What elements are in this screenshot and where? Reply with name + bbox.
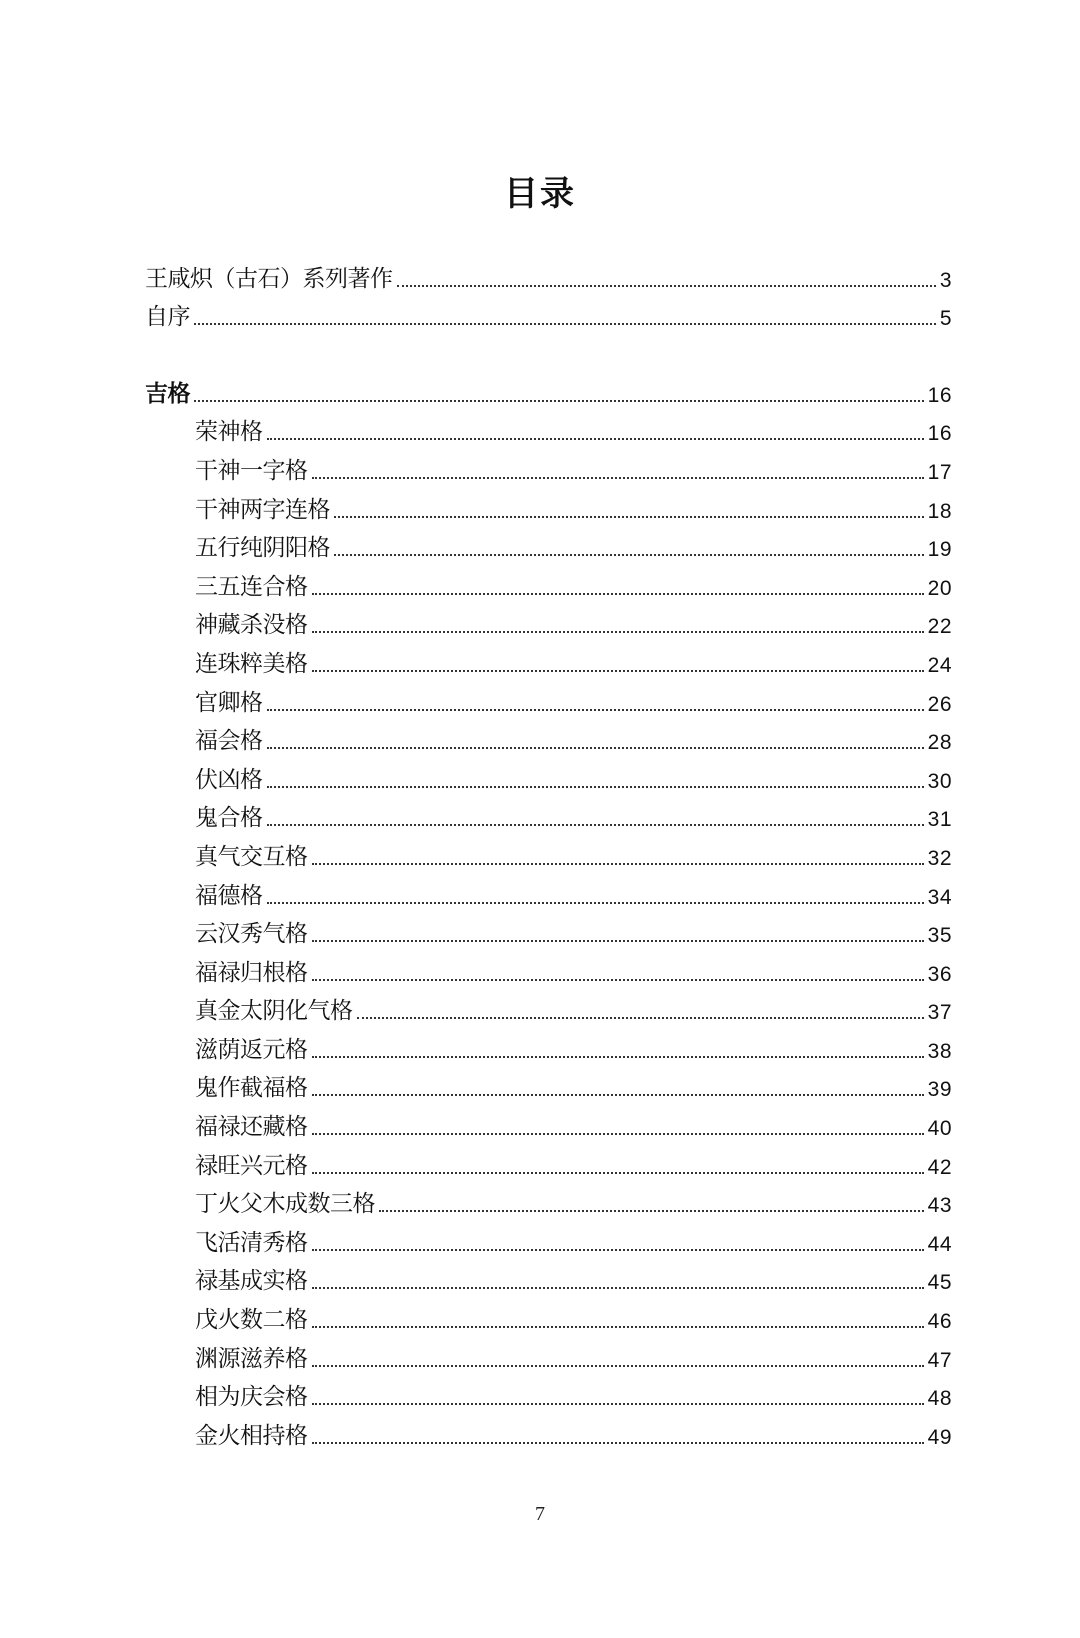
dot-leader (312, 1286, 924, 1289)
toc-entry-page: 42 (927, 1155, 952, 1179)
toc-entry-label: 禄基成实格 (195, 1268, 308, 1295)
dot-leader (312, 669, 924, 672)
toc-entry-label: 福会格 (195, 728, 263, 755)
toc-front-matter-row[interactable] (145, 291, 952, 330)
toc-entry-page: 26 (927, 692, 952, 716)
toc-entry-label: 王咸炽（古石）系列著作 (145, 265, 393, 292)
dot-leader (312, 476, 924, 479)
toc-entry-page: 39 (927, 1078, 952, 1102)
toc-entry-page: 20 (927, 576, 952, 600)
toc-entry-page: 36 (927, 962, 952, 986)
dot-leader (267, 823, 924, 826)
toc-entry-page: 5 (939, 307, 952, 331)
toc-entry-label: 金火相持格 (195, 1422, 308, 1449)
toc-entry-label: 滋荫返元格 (195, 1036, 308, 1063)
toc-entry-page: 45 (927, 1271, 952, 1295)
toc-entry-label: 戊火数二格 (195, 1307, 308, 1334)
toc-entry-row[interactable] (145, 985, 952, 1024)
toc-entry-page: 30 (927, 769, 952, 793)
dot-leader (312, 978, 924, 981)
toc-entry-row[interactable] (145, 406, 952, 445)
toc-entry-page: 28 (927, 731, 952, 755)
dot-leader (267, 437, 924, 440)
toc-entry-label: 福德格 (195, 882, 263, 909)
dot-leader (334, 515, 924, 518)
toc-entry-row[interactable] (145, 908, 952, 947)
dot-leader (267, 746, 924, 749)
toc-entry-label: 丁火父木成数三格 (195, 1191, 375, 1218)
toc-entry-label: 连珠粹美格 (195, 650, 308, 677)
dot-leader (312, 1325, 924, 1328)
toc-entry-page: 47 (927, 1348, 952, 1372)
dot-leader (312, 1093, 924, 1096)
toc-entry-label: 自序 (145, 304, 190, 331)
toc-entry-row[interactable] (145, 792, 952, 831)
toc-section-label: 吉格 (145, 380, 190, 407)
dot-leader (312, 939, 924, 942)
toc-entry-row[interactable] (145, 1293, 952, 1332)
toc-entry-row[interactable] (145, 1100, 952, 1139)
toc-entry-row[interactable] (145, 1332, 952, 1371)
toc-entry-label: 干神一字格 (195, 457, 308, 484)
toc-entry-page: 46 (927, 1310, 952, 1334)
toc-entry-label: 相为庆会格 (195, 1384, 308, 1411)
toc-entry-page: 40 (927, 1117, 952, 1141)
toc-entry-list (145, 406, 952, 1448)
toc-entry-row[interactable] (145, 599, 952, 638)
dot-leader (194, 322, 936, 325)
toc-entry-label: 飞活清秀格 (195, 1229, 308, 1256)
toc-entry-row[interactable] (145, 522, 952, 561)
toc-entry-page: 31 (927, 808, 952, 832)
toc-entry-page: 3 (939, 268, 952, 292)
dot-leader (312, 1364, 924, 1367)
toc-entry-label: 三五连合格 (195, 573, 308, 600)
toc-entry-row[interactable] (145, 1409, 952, 1448)
toc-entry-label: 鬼合格 (195, 805, 263, 832)
toc-entry-page: 16 (927, 422, 952, 446)
toc-entry-page: 37 (927, 1001, 952, 1025)
toc-entry-page: 44 (927, 1232, 952, 1256)
dot-leader (267, 901, 924, 904)
toc-entry-row[interactable] (145, 1178, 952, 1217)
dot-leader (312, 1171, 924, 1174)
dot-leader (194, 399, 924, 402)
toc-entry-row[interactable] (145, 830, 952, 869)
toc-entry-row[interactable] (145, 1371, 952, 1410)
dot-leader (357, 1016, 924, 1019)
dot-leader (334, 553, 924, 556)
toc-entry-page: 18 (927, 499, 952, 523)
toc-entry-row[interactable] (145, 1216, 952, 1255)
toc-entry-row[interactable] (145, 715, 952, 754)
dot-leader (312, 1402, 924, 1405)
toc-section-heading[interactable] (145, 367, 952, 406)
dot-leader (312, 630, 924, 633)
front-matter-list (145, 252, 952, 329)
toc-entry-row[interactable] (145, 676, 952, 715)
toc-entry-row[interactable] (145, 444, 952, 483)
dot-leader (397, 284, 936, 287)
toc-entry-row[interactable] (145, 1255, 952, 1294)
toc-entry-row[interactable] (145, 1139, 952, 1178)
toc-entry-row[interactable] (145, 1062, 952, 1101)
toc-entry-page: 35 (927, 924, 952, 948)
dot-leader (312, 862, 924, 865)
dot-leader (312, 592, 924, 595)
toc-entry-row[interactable] (145, 753, 952, 792)
dot-leader (312, 1248, 924, 1251)
toc-entry-row[interactable] (145, 946, 952, 985)
toc-entry-page: 43 (927, 1194, 952, 1218)
dot-leader (267, 785, 924, 788)
toc-entry-label: 禄旺兴元格 (195, 1152, 308, 1179)
toc-entry-row[interactable] (145, 637, 952, 676)
toc-entry-page: 32 (927, 846, 952, 870)
dot-leader (312, 1132, 924, 1135)
table-of-contents (145, 252, 952, 1448)
toc-section-page: 16 (927, 383, 952, 407)
toc-entry-row[interactable] (145, 560, 952, 599)
toc-entry-page: 34 (927, 885, 952, 909)
toc-title: 目录 (504, 174, 576, 214)
toc-entry-row[interactable] (145, 483, 952, 522)
page-number: 7 (535, 1503, 545, 1525)
toc-entry-row[interactable] (145, 1023, 952, 1062)
toc-entry-page: 49 (927, 1425, 952, 1449)
toc-entry-page: 17 (927, 460, 952, 484)
dot-leader (312, 1055, 924, 1058)
dot-leader (379, 1209, 924, 1212)
toc-entry-label: 官卿格 (195, 689, 263, 716)
toc-entry-row[interactable] (145, 869, 952, 908)
toc-entry-page: 24 (927, 653, 952, 677)
toc-entry-page: 19 (927, 538, 952, 562)
toc-entry-label: 云汉秀气格 (195, 921, 308, 948)
toc-entry-label: 真气交互格 (195, 843, 308, 870)
toc-entry-label: 神藏杀没格 (195, 612, 308, 639)
toc-entry-page: 48 (927, 1387, 952, 1411)
toc-entry-label: 荣神格 (195, 419, 263, 446)
toc-entry-page: 22 (927, 615, 952, 639)
dot-leader (312, 1441, 924, 1444)
toc-entry-label: 渊源滋养格 (195, 1345, 308, 1372)
toc-entry-label: 五行纯阴阳格 (195, 535, 330, 562)
dot-leader (267, 708, 924, 711)
toc-entry-label: 真金太阴化气格 (195, 998, 353, 1025)
toc-entry-label: 伏凶格 (195, 766, 263, 793)
toc-entry-label: 干神两字连格 (195, 496, 330, 523)
section-gap (145, 329, 952, 367)
toc-entry-label: 福禄归根格 (195, 959, 308, 986)
toc-entry-page: 38 (927, 1039, 952, 1063)
toc-entry-label: 鬼作截福格 (195, 1075, 308, 1102)
toc-front-matter-row[interactable] (145, 252, 952, 291)
toc-entry-label: 福禄还藏格 (195, 1114, 308, 1141)
